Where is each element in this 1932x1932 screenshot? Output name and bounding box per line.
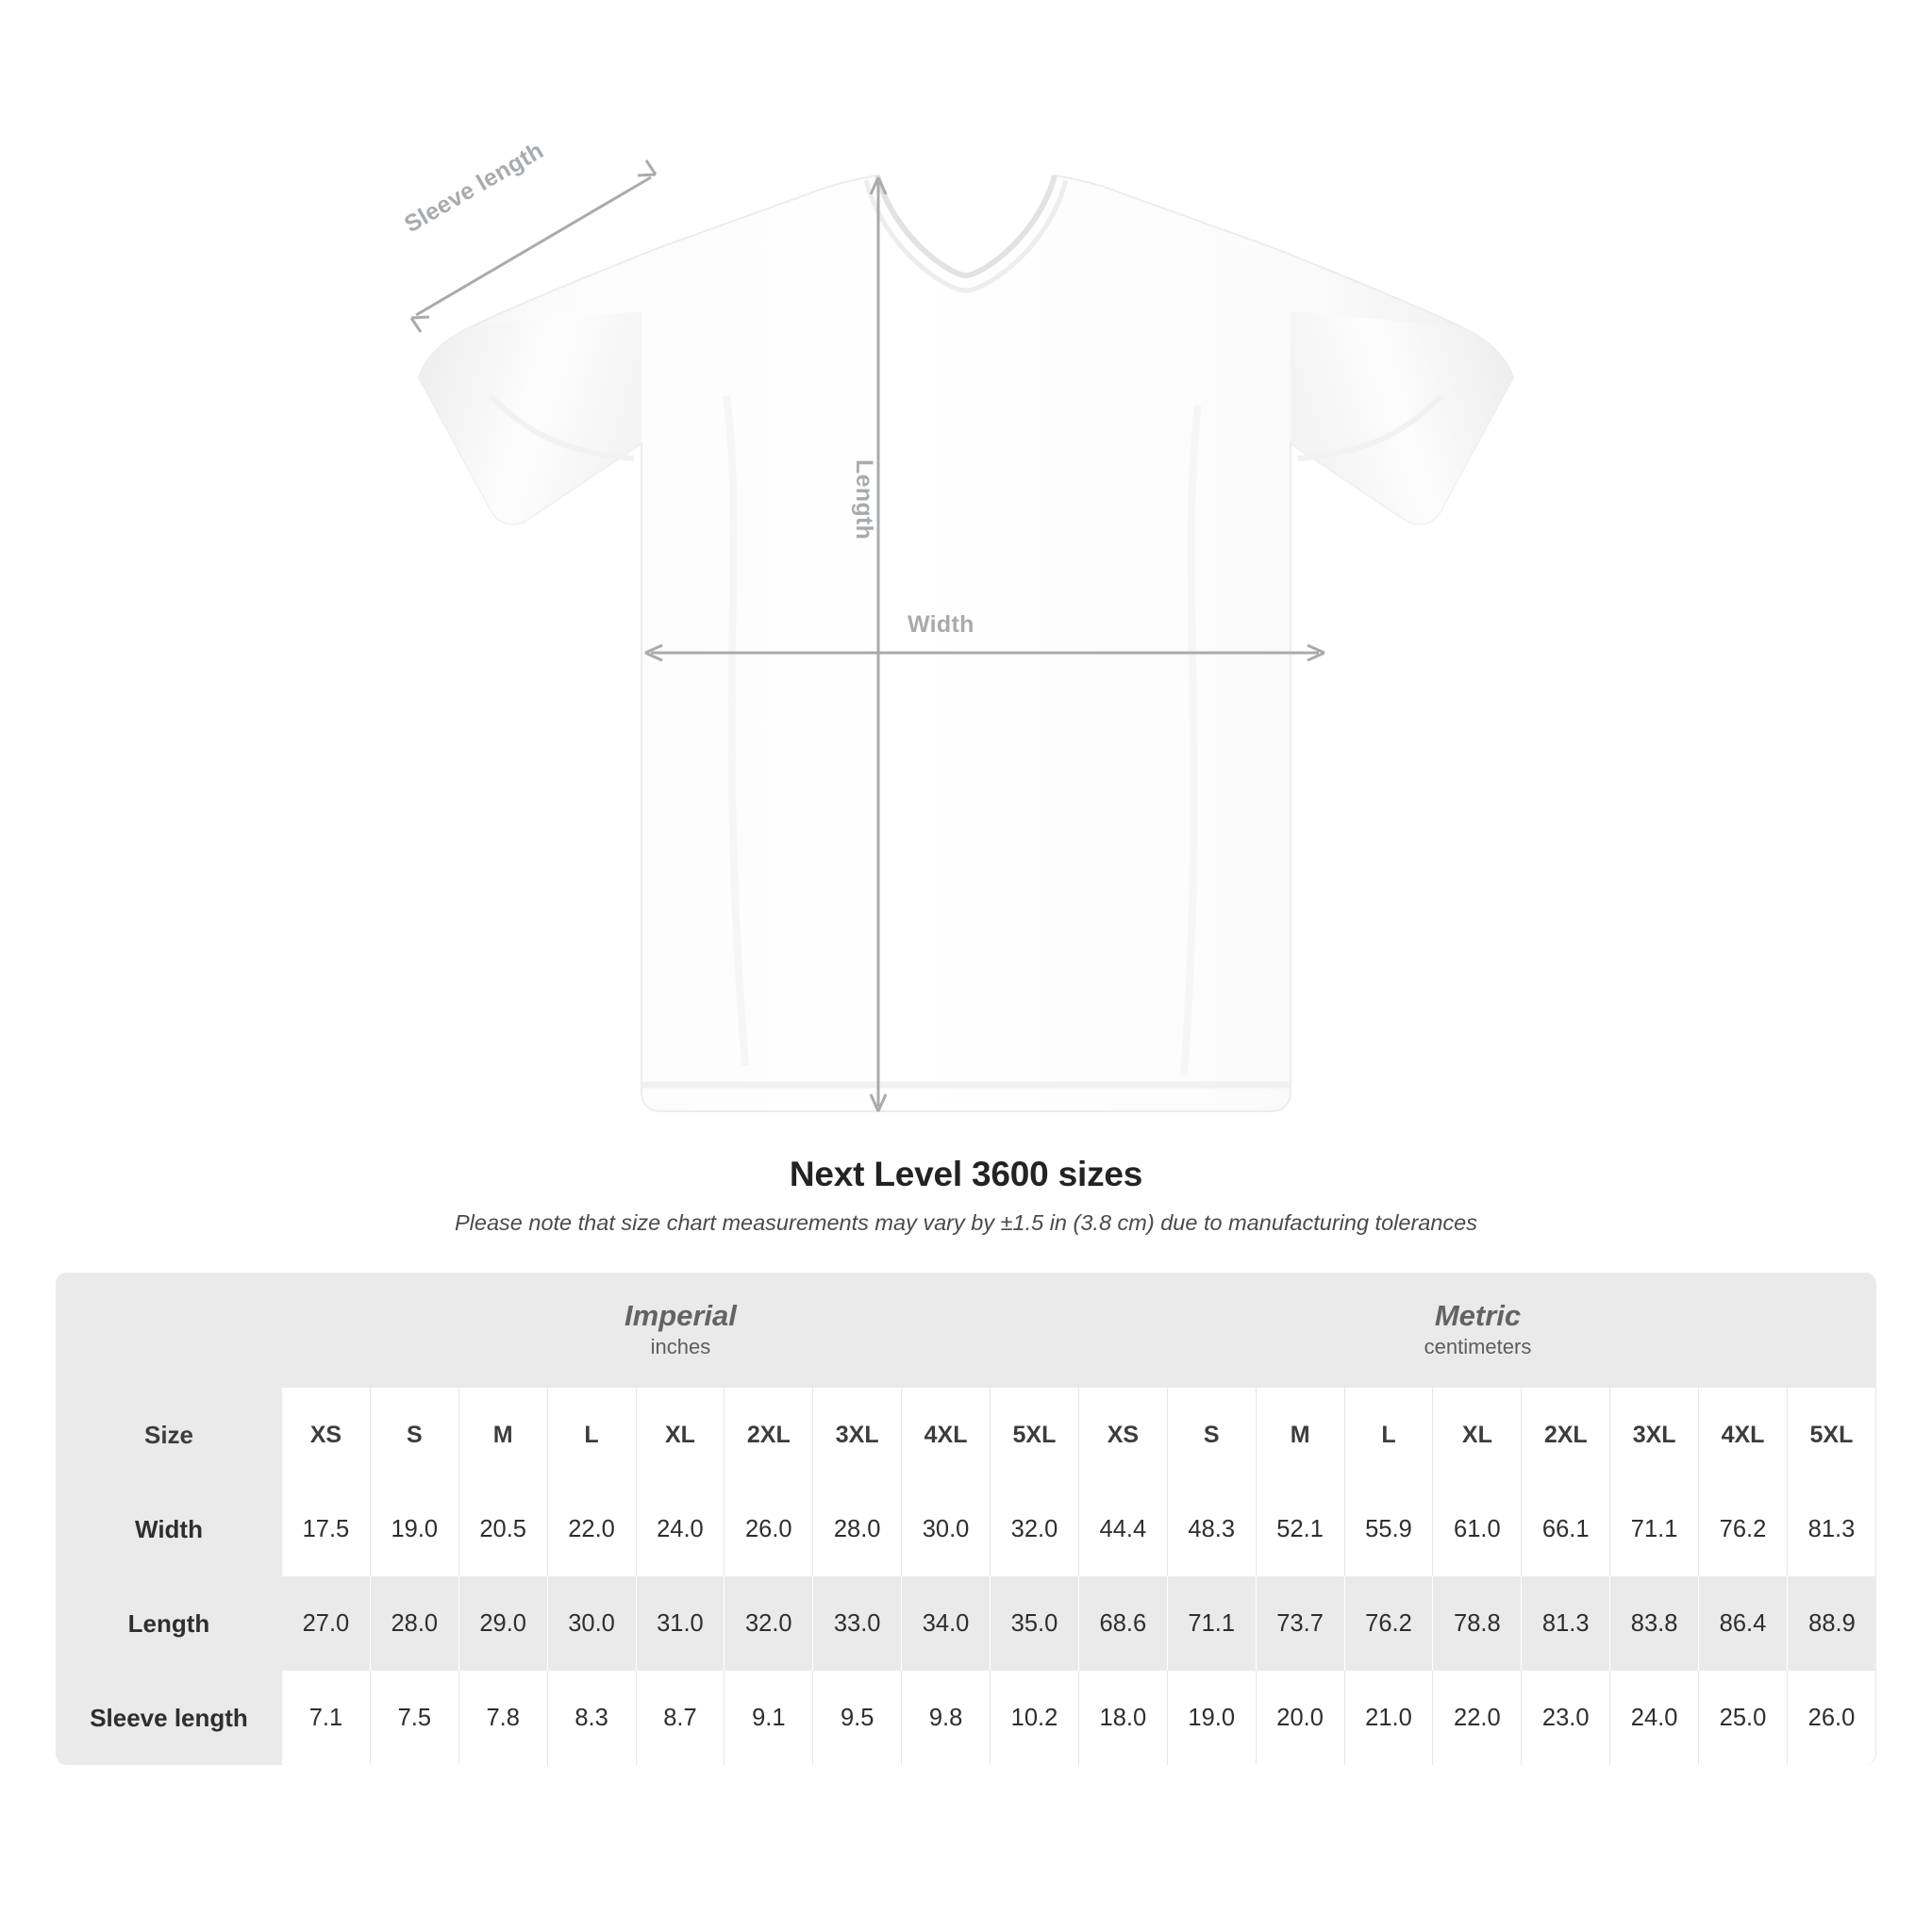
size-table [56, 1273, 1876, 1765]
size-column-header: L [548, 1388, 637, 1482]
sleeve-arrow-bottom [411, 317, 429, 332]
measurement-cell: 19.0 [371, 1482, 459, 1576]
measurement-cell: 52.1 [1257, 1482, 1345, 1576]
size-column-header: XS [282, 1388, 371, 1482]
measurement-cell: 83.8 [1610, 1576, 1699, 1671]
measurement-cell: 33.0 [813, 1576, 902, 1671]
sleeve-arrow-top [638, 160, 656, 175]
length-label: Length [851, 459, 877, 541]
measurement-cell: 20.5 [459, 1482, 548, 1576]
sleeve-length-label: Sleeve length [400, 137, 548, 239]
measurement-cell: 81.3 [1522, 1576, 1610, 1671]
measurement-cell: 7.1 [282, 1671, 371, 1765]
measurement-cell: 73.7 [1257, 1576, 1345, 1671]
size-column-header: M [459, 1388, 548, 1482]
size-column-header: 4XL [902, 1388, 991, 1482]
measurement-cell: 86.4 [1699, 1576, 1788, 1671]
measurement-cell: 8.7 [637, 1671, 725, 1765]
size-column-header: XS [1079, 1388, 1168, 1482]
measurement-cell: 81.3 [1788, 1482, 1876, 1576]
title-block [0, 1155, 1932, 1236]
row-label: Sleeve length [56, 1671, 282, 1765]
measurement-cell: 55.9 [1345, 1482, 1434, 1576]
size-column-header: 5XL [991, 1388, 1079, 1482]
measurement-cell: 7.8 [459, 1671, 548, 1765]
measurement-cell: 71.1 [1168, 1576, 1257, 1671]
measurement-cell: 71.1 [1610, 1482, 1699, 1576]
size-column-header: 4XL [1699, 1388, 1788, 1482]
table-head [56, 1273, 1876, 1482]
table-row [56, 1482, 1876, 1576]
unit-header-row [56, 1273, 1876, 1388]
table-row [56, 1576, 1876, 1671]
measurement-cell: 26.0 [724, 1482, 813, 1576]
row-label: Length [56, 1576, 282, 1671]
measurement-cell: 23.0 [1522, 1671, 1610, 1765]
measurement-cell: 22.0 [1433, 1671, 1522, 1765]
size-column-header: M [1257, 1388, 1345, 1482]
measurement-cell: 9.1 [724, 1671, 813, 1765]
measurement-cell: 21.0 [1345, 1671, 1434, 1765]
measurement-cell: 25.0 [1699, 1671, 1788, 1765]
measurement-cell: 28.0 [371, 1576, 459, 1671]
row-label: Width [56, 1482, 282, 1576]
measurement-cell: 44.4 [1079, 1482, 1168, 1576]
measurement-cell: 9.8 [902, 1671, 991, 1765]
measurement-cell: 24.0 [637, 1482, 725, 1576]
unit-group-metric [1079, 1273, 1876, 1388]
measurement-cell: 26.0 [1788, 1671, 1876, 1765]
measurement-cell: 32.0 [991, 1482, 1079, 1576]
size-column-header: 3XL [1610, 1388, 1699, 1482]
table-body [56, 1482, 1876, 1765]
unit-group-metric-name: Metric [1434, 1299, 1522, 1333]
measurement-cell: 32.0 [724, 1576, 813, 1671]
left-sleeve [419, 311, 641, 524]
measurement-cell: 8.3 [548, 1671, 637, 1765]
measurement-cell: 68.6 [1079, 1576, 1168, 1671]
shirt-body [419, 175, 1513, 1111]
measurement-cell: 31.0 [637, 1576, 725, 1671]
measurement-cell: 28.0 [813, 1482, 902, 1576]
measurement-cell: 76.2 [1699, 1482, 1788, 1576]
table-row [56, 1671, 1876, 1765]
measurement-cell: 29.0 [459, 1576, 548, 1671]
size-column-header: 3XL [813, 1388, 902, 1482]
measurement-cell: 34.0 [902, 1576, 991, 1671]
measurement-cell: 22.0 [548, 1482, 637, 1576]
measurement-cell: 88.9 [1788, 1576, 1876, 1671]
measurement-cell: 30.0 [902, 1482, 991, 1576]
measurement-cell: 24.0 [1610, 1671, 1699, 1765]
unit-header-corner [56, 1273, 282, 1388]
size-table-wrap [56, 1273, 1876, 1765]
measurement-cell: 48.3 [1168, 1482, 1257, 1576]
unit-group-imperial [282, 1273, 1079, 1388]
measurement-cell: 61.0 [1433, 1482, 1522, 1576]
size-column-header: XL [637, 1388, 725, 1482]
unit-group-imperial-name: Imperial [625, 1299, 737, 1333]
size-header-label: Size [56, 1388, 282, 1482]
right-sleeve [1291, 311, 1513, 524]
measurement-cell: 7.5 [371, 1671, 459, 1765]
unit-group-metric-sub: centimeters [1424, 1335, 1532, 1359]
measurement-cell: 19.0 [1168, 1671, 1257, 1765]
size-column-header: S [371, 1388, 459, 1482]
size-column-header: 5XL [1788, 1388, 1876, 1482]
size-column-header: 2XL [724, 1388, 813, 1482]
size-column-header: XL [1433, 1388, 1522, 1482]
measurement-cell: 27.0 [282, 1576, 371, 1671]
size-column-header: S [1168, 1388, 1257, 1482]
measurement-cell: 17.5 [282, 1482, 371, 1576]
unit-group-imperial-sub: inches [650, 1335, 711, 1359]
measurement-cell: 10.2 [991, 1671, 1079, 1765]
tolerance-note: Please note that size chart measurements may vary by ±1.5 in (3.8 cm) due to manufacturing tolerances [455, 1210, 1477, 1235]
measurement-cell: 20.0 [1257, 1671, 1345, 1765]
measurement-cell: 9.5 [813, 1671, 902, 1765]
width-label: Width [908, 611, 974, 638]
measurement-cell: 30.0 [548, 1576, 637, 1671]
measurement-cell: 76.2 [1345, 1576, 1434, 1671]
size-column-header: 2XL [1522, 1388, 1610, 1482]
measurement-cell: 66.1 [1522, 1482, 1610, 1576]
page-title: Next Level 3600 sizes [789, 1155, 1143, 1193]
measurement-cell: 35.0 [991, 1576, 1079, 1671]
size-header-row [56, 1388, 1876, 1482]
size-column-header: L [1345, 1388, 1434, 1482]
measurement-cell: 78.8 [1433, 1576, 1522, 1671]
measurement-cell: 18.0 [1079, 1671, 1168, 1765]
